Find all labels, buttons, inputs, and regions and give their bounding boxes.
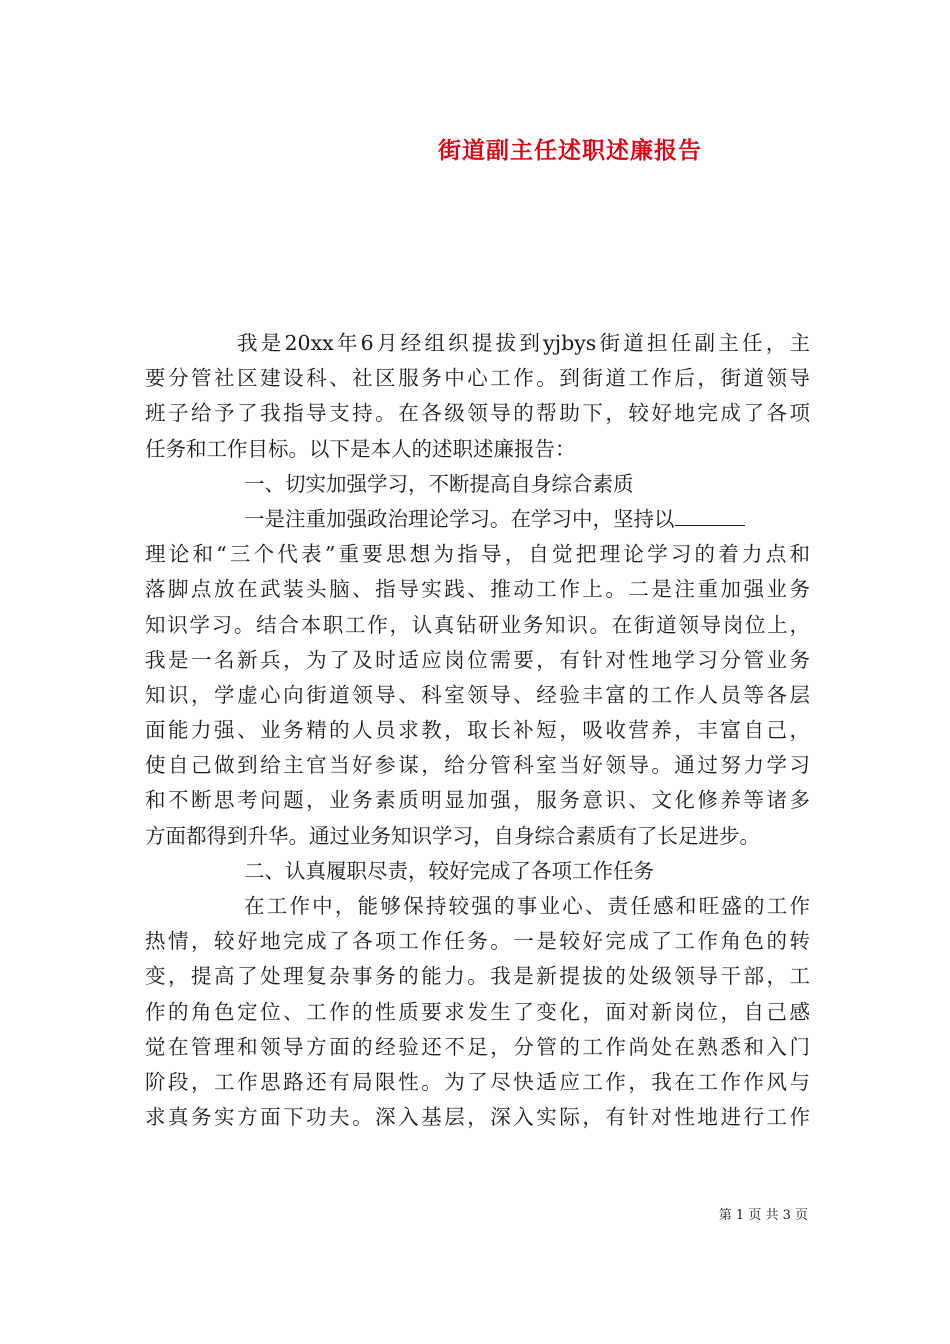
section-heading-1: 一、切实加强学习，不断提高自身综合素质 (244, 471, 634, 496)
body-line: 我是20xx年6月经组织提拔到yjbys街道担任副主任，主 (237, 331, 810, 355)
body-line: 知识学习。结合本职工作，认真钻研业务知识。在街道领导岗位上， (145, 612, 810, 637)
body-line: 知识，学虚心向街道领导、科室领导、经验丰富的工作人员等各层 (145, 682, 810, 707)
body-line: 我是一名新兵，为了及时适应岗位需要，有针对性地学习分管业务 (145, 647, 810, 672)
body-line: 热情，较好地完成了各项工作任务。一是较好完成了工作角色的转 (145, 929, 810, 954)
body-line: 落脚点放在武装头脑、指导实践、推动工作上。二是注重加强业务 (145, 577, 810, 602)
document-title: 街道副主任述职述廉报告 (438, 137, 702, 164)
body-line: 变，提高了处理复杂事务的能力。我是新提拔的处级领导干部，工 (145, 964, 810, 989)
fill-in-blank (675, 503, 745, 526)
document-body (145, 326, 810, 1135)
body-line: 理论和“三个代表”重要思想为指导，自觉把理论学习的着力点和 (145, 542, 810, 567)
body-line-with-blank (145, 502, 810, 537)
body-line: 觉在管理和领导方面的经验还不足，分管的工作尚处在熟悉和入门 (145, 1034, 810, 1059)
body-line: 面能力强、业务精的人员求教，取长补短，吸收营养，丰富自己， (145, 718, 810, 743)
body-line-text: 一是注重加强政治理论学习。在学习中，坚持以 (244, 506, 675, 531)
body-line: 在工作中，能够保持较强的事业心、责任感和旺盛的工作 (244, 894, 810, 918)
body-line: 班子给予了我指导支持。在各级领导的帮助下，较好地完成了各项 (145, 401, 810, 426)
body-line: 作的角色定位、工作的性质要求发生了变化，面对新岗位，自己感 (145, 999, 810, 1024)
body-line: 使自己做到给主官当好参谋，给分管科室当好领导。通过努力学习 (145, 753, 810, 778)
body-line: 要分管社区建设科、社区服务中心工作。到街道工作后，街道领导 (145, 366, 810, 391)
body-line: 阶段，工作思路还有局限性。为了尽快适应工作，我在工作作风与 (145, 1069, 810, 1094)
body-line: 和不断思考问题，业务素质明显加强，服务意识、文化修养等诸多 (145, 788, 810, 813)
page-number: 第 1 页 共 3 页 (718, 1208, 808, 1223)
section-heading-2: 二、认真履职尽责，较好完成了各项工作任务 (244, 858, 654, 883)
body-line: 方面都得到升华。通过业务知识学习，自身综合素质有了长足进步。 (145, 823, 760, 848)
body-line: 求真务实方面下功夫。深入基层，深入实际，有针对性地进行工作 (145, 1105, 810, 1130)
body-line: 任务和工作目标。以下是本人的述职述廉报告： (145, 436, 576, 461)
